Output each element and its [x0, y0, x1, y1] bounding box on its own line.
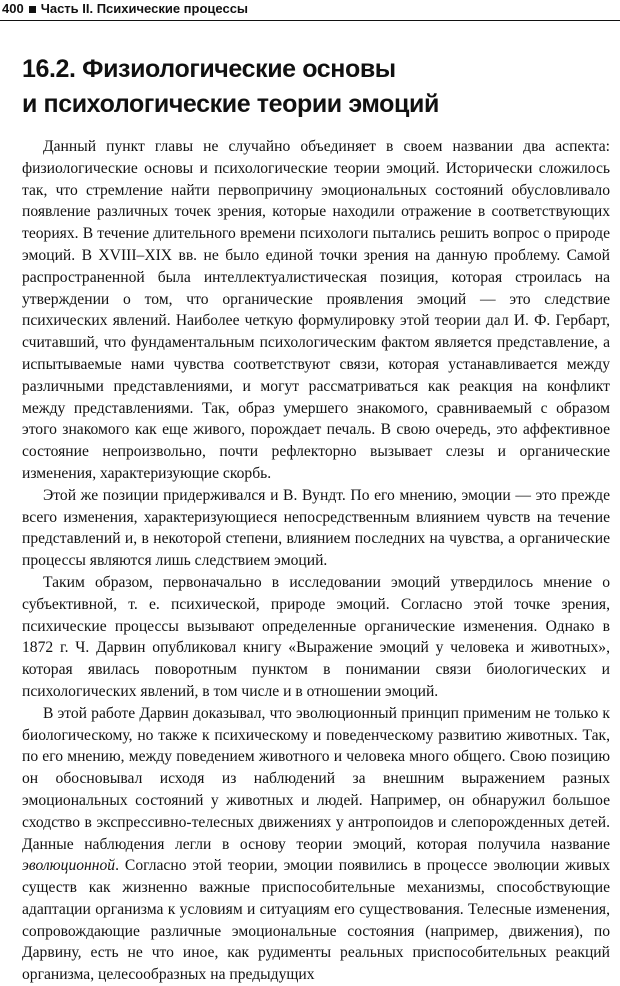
- section-title-line-1: 16.2. Физиологические основы: [22, 55, 396, 83]
- section-title-line-2: и психологические теории эмоций: [22, 90, 439, 118]
- paragraph: [22, 703, 610, 986]
- paragraph: Данный пункт главы не случайно объединяет в своем названии два аспекта: физиологические основы и психологические теории эмоций. Исторически сложилось так, что стремление найти первопричину эмоциональных состояний обусловливало появление различных точек зрения, которые находили отражение в соответствующих теориях. В течение длительного времени психологи пытались решить вопрос о природе эмоций. В XVIII–XIX вв. не было единой точки зрения на данную проблему. Самой распространенной была интеллектуалистическая позиция, которая строилась на утверждении о том, что органические проявления эмоций — это следствие психических явлений. Наиболее четкую формулировку этой теории дал И. Ф. Гербарт, считавший, что фундаментальным психологическим фактом является представление, а испытываемые нами чувства соответствуют связи, которая устанавливается между различными представлениями, и могут рассматриваться как реакция на конфликт между представлениями. Так, образ умершего знакомого, сравниваемый с образом этого знакомого как еще живого, порождает печаль. В свою очередь, это аффективное состояние непроизвольно, почти рефлекторно вызывает слезы и органические изменения, характеризующие скорбь.: [22, 138, 610, 482]
- paragraph: Этой же позиции придерживался и В. Вундт. По его мнению, эмоции — это прежде всего изменения, характеризующиеся непосредственным влиянием чувств на течение представлений и, в некоторой степени, влиянием последних на чувства, а органические процессы являются лишь следствием эмоций.: [22, 486, 610, 570]
- running-header: [0, 0, 620, 21]
- paragraph-text-end: . Согласно этой теории, эмоции появились в процессе эволюции живых существ как жизненно важные приспособительные механизмы, способствующие адаптации организма к условиям и ситуациям его существования. Телесные изменения, сопровождающие различные эмоциональные состояния (например, движения), по Дарвину, есть не что иное, как рудименты реальных приспособительных реакций организма, целесообразных на предыдущих: [22, 857, 610, 984]
- page-number: 400: [2, 1, 24, 16]
- body-text: [22, 136, 610, 986]
- running-header-section: Часть II. Психические процессы: [40, 1, 249, 16]
- square-bullet-icon: [29, 6, 36, 13]
- section-title: [22, 52, 602, 122]
- emphasized-term: эволюционной: [22, 857, 116, 875]
- paragraph-text-start: В этой работе Дарвин доказывал, что эволюционный принцип применим не только к биологическому, но также к психическому и поведенческому развитию животных. Так, по его мнению, между поведением животного и человека много общего. Свою позицию он обосновывал исходя из наблюдений за внешним выражением разных эмоциональных состояний у животных и людей. Например, он обнаружил большое сходство в экспрессивно-телесных движениях у антропоидов и слепорожденных детей. Данные наблюдения легли в основу теории эмоций, которая получила название: [22, 704, 610, 853]
- paragraph: Таким образом, первоначально в исследовании эмоций утвердилось мнение о субъективной, т. е. психической, природе эмоций. Согласно этой точке зрения, психические процессы вызывают определенные органические изменения. Однако в 1872 г. Ч. Дарвин опубликовал книгу «Выражение эмоций у человека и животных», которая явилась поворотным пунктом в понимании связи биологических и психологических явлений, в том числе и в отношении эмоций.: [22, 573, 610, 700]
